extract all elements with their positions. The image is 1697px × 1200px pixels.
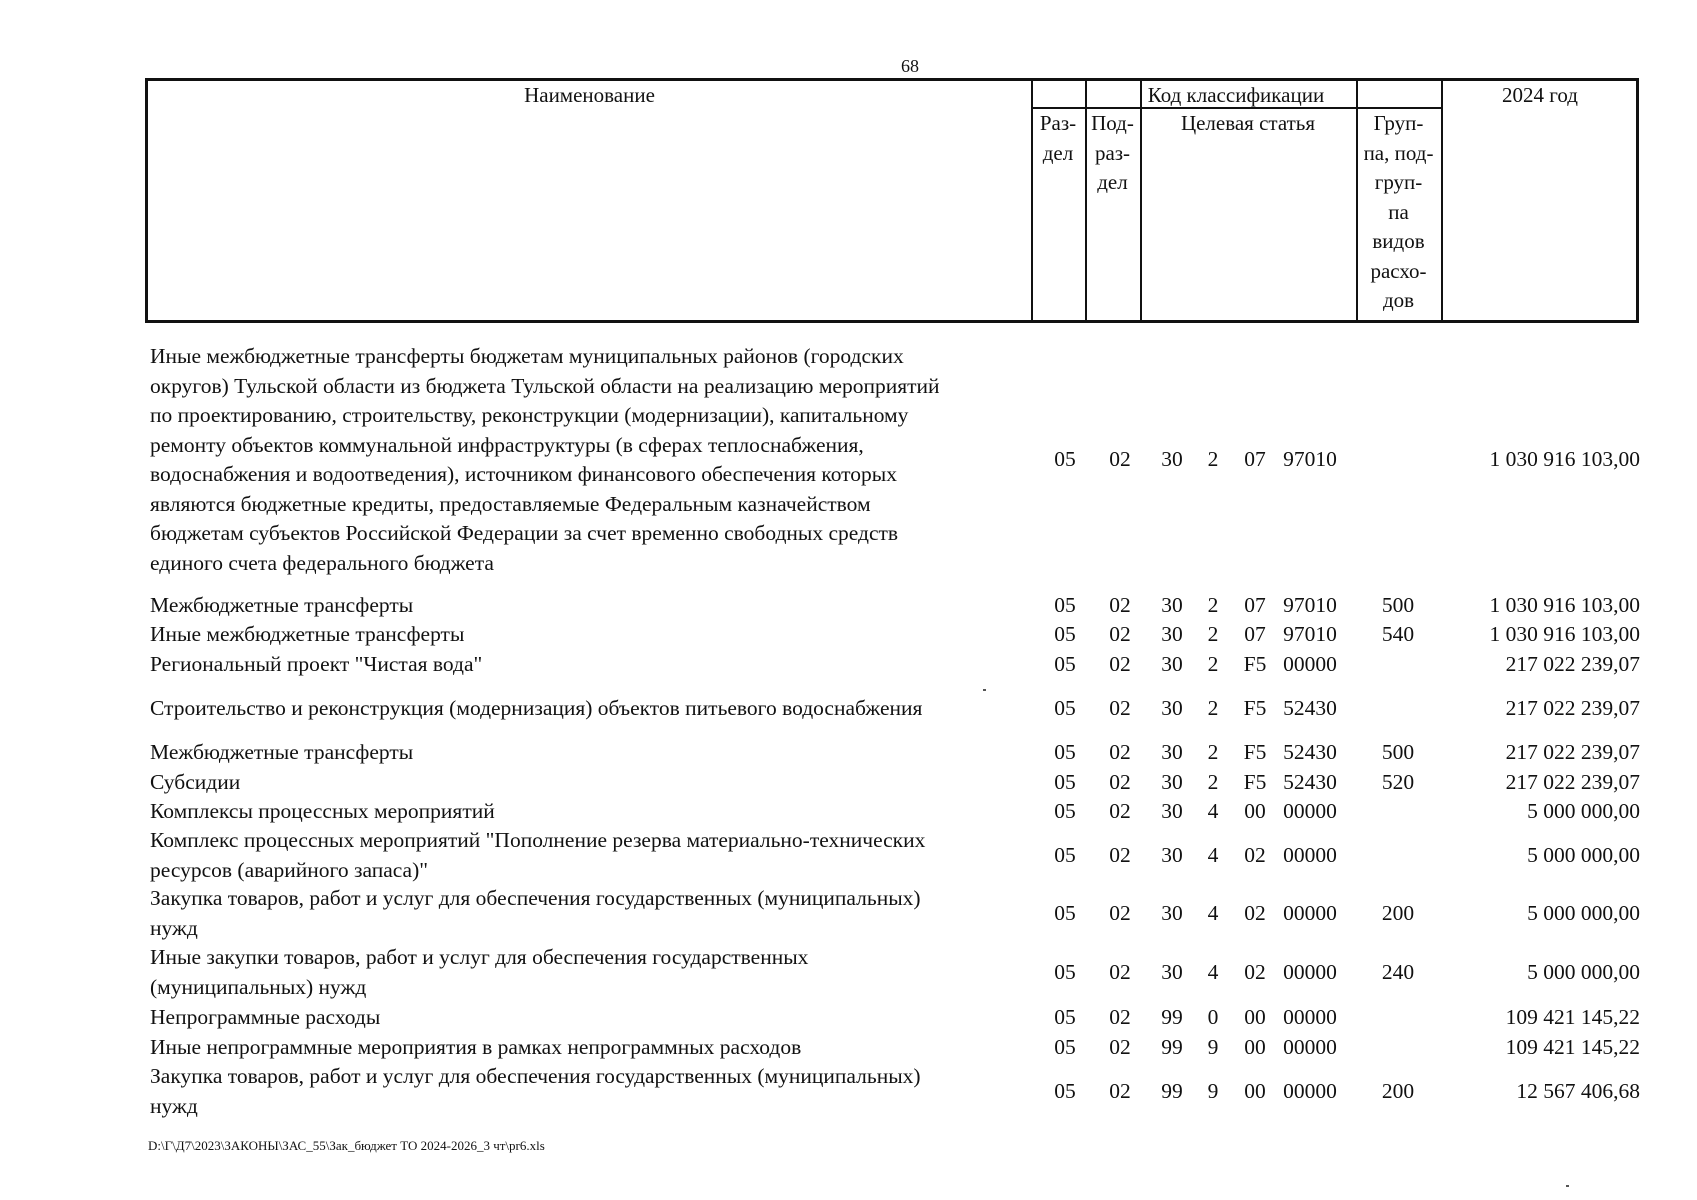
table-row (150, 826, 1640, 885)
row-name (150, 620, 1025, 650)
page-number: 68 (901, 56, 919, 76)
table-row (150, 1033, 1640, 1063)
row-code: F5 (1243, 740, 1267, 764)
row-code: 07 (1244, 447, 1266, 472)
row-name-line: Иные межбюджетные трансферты бюджетам муниципальных районов (городских (150, 344, 904, 368)
table-row (150, 797, 1640, 827)
row-code: 02 (1109, 447, 1131, 472)
row-code: 4 (1207, 799, 1219, 823)
row-name (150, 768, 1025, 798)
row-code: 30 (1161, 447, 1183, 472)
row-code: 02 (1244, 959, 1266, 984)
row-code: 2 (1207, 593, 1219, 617)
row-amount: 217 022 239,07 (1505, 740, 1640, 764)
row-code: 2 (1207, 622, 1219, 646)
row-code: 02 (1109, 696, 1131, 720)
row-name-line: Иные закупки товаров, работ и услуг для обеспечения государственных (150, 945, 809, 969)
row-name (150, 884, 1025, 943)
row-name (150, 1003, 1025, 1033)
row-name (150, 943, 1025, 1002)
row-code: 30 (1161, 652, 1183, 676)
row-code: 00000 (1283, 1035, 1337, 1059)
row-amount: 109 421 145,22 (1505, 1035, 1640, 1059)
table-row (150, 591, 1640, 621)
table-row (150, 884, 1640, 943)
row-code: 97010 (1283, 447, 1337, 472)
row-code: 4 (1207, 842, 1219, 867)
table-row (150, 1003, 1640, 1033)
header-group: Груп- па, под- груп- па видов расхо- дов (1363, 111, 1434, 312)
row-code: 02 (1109, 770, 1131, 794)
row-name (150, 1033, 1025, 1063)
row-code: 2 (1207, 447, 1219, 472)
row-code: 30 (1161, 740, 1183, 764)
row-code: 02 (1244, 900, 1266, 925)
row-name-line: Закупка товаров, работ и услуг для обеспечения государственных (муниципальных) (150, 1064, 921, 1088)
row-code: 30 (1161, 900, 1183, 925)
row-name-line: ресурсов (аварийного запаса)" (150, 857, 429, 882)
row-name-line: ремонту объектов коммунальной инфраструктуры (в сферах теплоснабжения, (150, 432, 864, 457)
row-code: 02 (1109, 959, 1131, 984)
row-code: 00 (1244, 1005, 1266, 1029)
row-code: 52430 (1283, 740, 1337, 764)
row-amount: 1 030 916 103,00 (1489, 447, 1640, 472)
row-name (150, 342, 1025, 578)
table-row (150, 650, 1640, 680)
row-code: 520 (1381, 770, 1415, 794)
row-name-line: Региональный проект "Чистая вода" (150, 652, 483, 676)
scan-speck (1566, 1185, 1569, 1187)
row-name-line: Комплексы процессных мероприятий (150, 799, 495, 823)
row-code: 30 (1161, 593, 1183, 617)
row-code: 540 (1381, 622, 1415, 646)
row-code: 07 (1244, 622, 1266, 646)
row-name-line: нужд (150, 915, 198, 940)
row-name-line: Межбюджетные трансферты (150, 593, 414, 617)
row-code: 05 (1054, 696, 1076, 720)
row-code: 00000 (1283, 1078, 1337, 1103)
row-amount: 5 000 000,00 (1527, 959, 1640, 984)
table-row (150, 768, 1640, 798)
row-name (150, 738, 1025, 768)
row-code: 30 (1161, 696, 1183, 720)
row-amount: 1 030 916 103,00 (1489, 593, 1640, 617)
row-code: 2 (1207, 740, 1219, 764)
row-code: 02 (1109, 622, 1131, 646)
row-code: 02 (1109, 593, 1131, 617)
row-name-line: Закупка товаров, работ и услуг для обеспечения государственных (муниципальных) (150, 886, 921, 910)
row-name (150, 797, 1025, 827)
row-code: F5 (1243, 652, 1267, 676)
row-code: 05 (1054, 1078, 1076, 1103)
row-name-line: бюджетам субъектов Российской Федерации за счет временно свободных средств (150, 521, 899, 545)
table-row (150, 342, 1640, 578)
row-code: 00000 (1283, 959, 1337, 984)
header-year: 2024 год (1502, 83, 1578, 107)
table-row (150, 694, 1640, 724)
row-code: 05 (1054, 1035, 1076, 1059)
row-code: 9 (1207, 1035, 1219, 1059)
row-code: 05 (1054, 842, 1076, 867)
row-code: 4 (1207, 959, 1219, 984)
row-name (150, 591, 1025, 621)
row-code: 52430 (1283, 770, 1337, 794)
row-name-line: Строительство и реконструкция (модернизация) объектов питьевого водоснабжения (150, 696, 923, 720)
row-name-line: Субсидии (150, 770, 241, 794)
row-code: 00 (1244, 799, 1266, 823)
row-code: 00000 (1283, 900, 1337, 925)
row-code: 05 (1054, 652, 1076, 676)
row-name-line: являются бюджетные кредиты, предоставляемые Федеральным казначейством (150, 491, 871, 516)
row-code: 500 (1381, 593, 1415, 617)
scan-speck (983, 689, 986, 691)
row-code: 9 (1207, 1078, 1219, 1103)
row-code: F5 (1243, 770, 1267, 794)
header-classification: Код классификации (1147, 83, 1325, 107)
row-code: 05 (1054, 900, 1076, 925)
row-code: 02 (1109, 842, 1131, 867)
row-name-line: нужд (150, 1093, 198, 1118)
row-code: 02 (1109, 652, 1131, 676)
row-code: 0 (1207, 1005, 1219, 1029)
row-name (150, 694, 1025, 724)
row-name-line: Иные непрограммные мероприятия в рамках непрограммных расходов (150, 1035, 802, 1059)
row-code: 02 (1109, 1005, 1131, 1029)
header-razdel: Раз- дел (1039, 111, 1077, 165)
row-code: 500 (1381, 740, 1415, 764)
row-code: 00000 (1283, 652, 1337, 676)
row-code: 4 (1207, 900, 1219, 925)
row-name (150, 1062, 1025, 1121)
row-code: 30 (1161, 622, 1183, 646)
row-name-line: водоснабжения и водоотведения), источником финансового обеспечения которых (150, 462, 897, 486)
row-code: 00000 (1283, 1005, 1337, 1029)
row-code: 30 (1161, 799, 1183, 823)
row-code: 05 (1054, 770, 1076, 794)
row-code: 00000 (1283, 842, 1337, 867)
row-name-line: Иные межбюджетные трансферты (150, 622, 465, 646)
row-amount: 5 000 000,00 (1527, 842, 1640, 867)
row-code: 00 (1244, 1078, 1266, 1103)
row-code: 240 (1381, 959, 1415, 984)
header-target: Целевая статья (1180, 111, 1316, 135)
row-name-line: по проектированию, строительству, реконструкции (модернизации), капитальному (150, 403, 909, 427)
row-code: 30 (1161, 959, 1183, 984)
row-name-line: округов) Тульской области из бюджета Тульской области на реализацию мероприятий (150, 373, 940, 398)
row-code: 99 (1161, 1035, 1183, 1059)
header-name: Наименование (524, 83, 655, 107)
row-code: 30 (1161, 770, 1183, 794)
row-code: 30 (1161, 842, 1183, 867)
row-code: 05 (1054, 1005, 1076, 1029)
row-code: 2 (1207, 696, 1219, 720)
row-code: 02 (1109, 1078, 1131, 1103)
row-amount: 5 000 000,00 (1527, 799, 1640, 823)
row-code: 52430 (1283, 696, 1337, 720)
row-name-line: Комплекс процессных мероприятий "Пополнение резерва материально-технических (150, 828, 926, 852)
row-code: 02 (1109, 740, 1131, 764)
row-code: 97010 (1283, 593, 1337, 617)
row-amount: 12 567 406,68 (1516, 1078, 1640, 1103)
row-name-line: единого счета федерального бюджета (150, 550, 494, 575)
row-code: 99 (1161, 1005, 1183, 1029)
table-row (150, 943, 1640, 1002)
row-code: 02 (1244, 842, 1266, 867)
row-code: 200 (1381, 1078, 1415, 1103)
row-name (150, 650, 1025, 680)
row-amount: 5 000 000,00 (1527, 900, 1640, 925)
row-name-line: (муниципальных) нужд (150, 974, 367, 999)
row-code: 05 (1054, 740, 1076, 764)
table-row (150, 620, 1640, 650)
row-code: 05 (1054, 622, 1076, 646)
row-code: 2 (1207, 770, 1219, 794)
row-code: F5 (1243, 696, 1267, 720)
row-code: 05 (1054, 593, 1076, 617)
row-code: 02 (1109, 1035, 1131, 1059)
header-podrazdel: Под- раз- дел (1091, 111, 1134, 194)
row-code: 00000 (1283, 799, 1337, 823)
row-name (150, 826, 1025, 885)
row-code: 00 (1244, 1035, 1266, 1059)
row-amount: 217 022 239,07 (1505, 652, 1640, 676)
file-path: D:\Г\Д7\2023\ЗАКОНЫ\ЗАС_55\Зак_бюджет ТО 2024-2026_3 чт\pr6.xls (148, 1138, 545, 1153)
row-code: 99 (1161, 1078, 1183, 1103)
row-code: 07 (1244, 593, 1266, 617)
row-code: 02 (1109, 900, 1131, 925)
table-row (150, 738, 1640, 768)
row-code: 02 (1109, 799, 1131, 823)
row-amount: 217 022 239,07 (1505, 696, 1640, 720)
row-amount: 109 421 145,22 (1505, 1005, 1640, 1029)
table-row (150, 1062, 1640, 1121)
row-name-line: Непрограммные расходы (150, 1005, 381, 1029)
row-code: 05 (1054, 447, 1076, 472)
row-code: 2 (1207, 652, 1219, 676)
row-name-line: Межбюджетные трансферты (150, 740, 414, 764)
row-code: 97010 (1283, 622, 1337, 646)
row-code: 200 (1381, 900, 1415, 925)
row-code: 05 (1054, 799, 1076, 823)
row-code: 05 (1054, 959, 1076, 984)
row-amount: 1 030 916 103,00 (1489, 622, 1640, 646)
row-amount: 217 022 239,07 (1505, 770, 1640, 794)
